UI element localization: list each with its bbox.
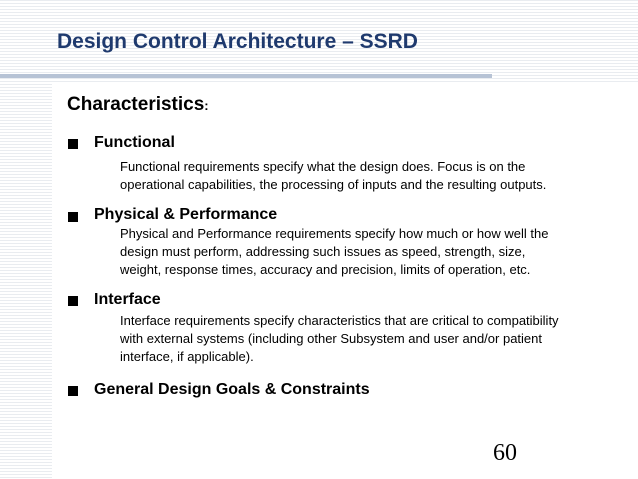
title-underline — [0, 74, 492, 78]
description-line: Functional requirements specify what the design does. Focus is on the — [120, 159, 526, 174]
description-line: Physical and Performance requirements specify how much or how well the — [120, 226, 549, 241]
description-line: interface, if applicable). — [120, 349, 254, 364]
bullet-label-functional: Functional — [94, 134, 175, 151]
description-line: operational capabilities, the processing of inputs and the resulting outputs. — [120, 177, 547, 192]
slide-title: Design Control Architecture – SSRD — [57, 30, 418, 53]
description-interface — [120, 312, 620, 366]
square-bullet-icon — [68, 139, 78, 149]
bullet-label-general-design-goals: General Design Goals & Constraints — [94, 381, 370, 398]
square-bullet-icon — [68, 212, 78, 222]
description-line: weight, response times, accuracy and precision, limits of operation, etc. — [120, 262, 531, 277]
section-heading — [67, 94, 209, 116]
square-bullet-icon — [68, 296, 78, 306]
description-line: Interface requirements specify characteristics that are critical to compatibility — [120, 313, 559, 328]
description-physical-performance — [120, 225, 620, 279]
bullet-label-interface: Interface — [94, 291, 161, 308]
description-functional — [120, 158, 620, 194]
square-bullet-icon — [68, 386, 78, 396]
section-heading-text: Characteristics — [67, 94, 205, 115]
bullet-label-physical-performance: Physical & Performance — [94, 206, 278, 223]
page-number: 60 — [493, 440, 517, 466]
description-line: design must perform, addressing such issues as speed, strength, size, — [120, 244, 526, 259]
description-line: with external systems (including other Subsystem and user and/or patient — [120, 331, 542, 346]
section-heading-colon: : — [204, 98, 209, 113]
